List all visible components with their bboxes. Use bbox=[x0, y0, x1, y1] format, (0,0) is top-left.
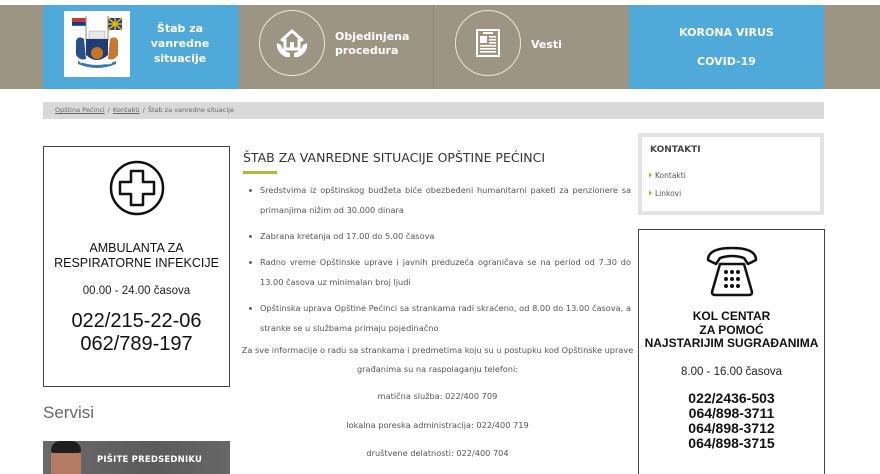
nav-procedura-label-line2: procedura bbox=[335, 44, 399, 57]
ambulanta-phones bbox=[44, 310, 229, 356]
phone-maticna-sluzba: matična služba: 022/400 709 bbox=[377, 391, 498, 401]
nav-stab-label-line3: situacije bbox=[153, 52, 207, 65]
medical-cross-icon bbox=[107, 158, 167, 218]
kol-centar-title-line1: KOL CENTAR bbox=[692, 309, 771, 323]
phone-drustvene-delatnosti: društvene delatnosti: 022/400 704 bbox=[366, 448, 509, 458]
kontakti-link-label: Linkovi bbox=[655, 189, 682, 198]
list-item: Zabrana kretanja od 17.00 do 5.00 časova bbox=[247, 226, 631, 246]
kol-centar-phone: 064/898-3715 bbox=[688, 434, 775, 451]
nav-vesti-label: Vesti bbox=[531, 38, 562, 51]
kontakti-link-label: Kontakti bbox=[655, 171, 686, 180]
kontakti-link-kontakti[interactable] bbox=[649, 171, 686, 180]
info-paragraph: Za sve informacije o radu sa strankama i predmetima koju su u postupku kod Opštinske uprave građanima su na raspolaganju telefoni: bbox=[241, 345, 634, 374]
title-underline bbox=[243, 171, 277, 174]
nav-stab-label-line2: vanredne bbox=[150, 37, 210, 50]
breadcrumb bbox=[43, 102, 824, 119]
nav-procedura-label-line1: Objedinjena bbox=[335, 30, 410, 43]
list-item: Radno vreme Opštinske uprave i javnih preduzeća ograničava se na period od 7.30 do 13.00 časova uz minimalan broj ljudi bbox=[247, 252, 631, 292]
ambulanta-phone: 062/789-197 bbox=[80, 333, 193, 355]
nav-covid-line1: KORONA VIRUS bbox=[679, 26, 774, 39]
kol-centar-title-line3: NAJSTARIJIM SUGRAĐANIMA bbox=[644, 336, 819, 350]
ambulanta-phone: 022/215-22-06 bbox=[71, 310, 202, 332]
phone-poreska-administracija: lokalna poreska administracija: 022/400 719 bbox=[346, 420, 529, 430]
list-item: Opštinska uprava Opštine Pećinci sa strankama radi skraćeno, od 8.00 do 13.00 časova, a stranke se u službama primaju pojedinačno bbox=[247, 298, 631, 338]
house-hands-icon bbox=[259, 10, 325, 76]
ambulanta-title-line2: RESPIRATORNE INFEKCIJE bbox=[54, 256, 219, 270]
kontakti-widget-title: KONTAKTI bbox=[650, 145, 701, 155]
nav-stab-label-line1: Štab za bbox=[156, 22, 204, 35]
nav-stab-za-vanredne-situacije[interactable] bbox=[43, 5, 239, 89]
measures-list bbox=[247, 180, 631, 344]
newspaper-icon bbox=[455, 10, 521, 76]
breadcrumb-separator: / bbox=[107, 106, 110, 114]
kontakti-widget bbox=[638, 133, 824, 215]
kol-centar-phone: 022/2436-503 bbox=[688, 389, 775, 406]
kol-centar-title-line2: ZA POMOĆ bbox=[699, 322, 764, 337]
kol-centar-phones bbox=[639, 391, 824, 451]
telephone-icon bbox=[702, 242, 762, 298]
ambulanta-hours: 00.00 - 24.00 časova bbox=[82, 285, 191, 297]
ambulanta-title bbox=[44, 241, 229, 271]
kol-centar-title bbox=[639, 310, 824, 351]
pisite-predsedniku-banner[interactable] bbox=[43, 441, 230, 474]
breadcrumb-current: Štab za vanredne situacije bbox=[147, 106, 234, 114]
page-title: ŠTAB ZA VANREDNE SITUACIJE OPŠTINE PEĆINCI bbox=[243, 150, 546, 165]
kol-centar-phone: 064/898-3711 bbox=[688, 404, 775, 421]
nav-procedura-label bbox=[335, 30, 415, 58]
servisi-heading: Servisi bbox=[43, 403, 95, 422]
pisite-predsedniku-label: PIŠITE PREDSEDNIKU bbox=[97, 455, 203, 465]
nav-stab-label bbox=[149, 21, 211, 66]
kol-centar-phone: 064/898-3712 bbox=[688, 419, 775, 436]
breadcrumb-link-kontakti[interactable]: Kontakti bbox=[112, 106, 140, 114]
caret-right-icon bbox=[649, 190, 652, 196]
ambulanta-banner[interactable] bbox=[43, 146, 230, 387]
caret-right-icon bbox=[649, 172, 652, 178]
nav-korona-virus[interactable] bbox=[629, 5, 824, 89]
kol-centar-hours: 8.00 - 16.00 časova bbox=[680, 365, 782, 378]
kol-centar-banner[interactable] bbox=[638, 229, 825, 474]
nav-vesti[interactable] bbox=[435, 5, 629, 89]
nav-covid-line2: COVID-19 bbox=[697, 55, 756, 68]
breadcrumb-link-opstina[interactable]: Opština Pećinci bbox=[55, 106, 105, 114]
president-photo-hair bbox=[51, 441, 81, 453]
coat-of-arms-logo[interactable] bbox=[64, 11, 130, 77]
breadcrumb-separator: / bbox=[142, 106, 145, 114]
list-item: Sredstvima iz opštinskog budžeta biće obezbeđeni humanitarni paketi za penzionere sa primanjima nižim od 30.000 dinara bbox=[247, 180, 631, 220]
nav-objedinjena-procedura[interactable] bbox=[239, 5, 434, 89]
top-navigation bbox=[0, 5, 880, 89]
ambulanta-title-line1: AMBULANTA ZA bbox=[89, 241, 184, 255]
kontakti-link-linkovi[interactable] bbox=[649, 189, 681, 198]
